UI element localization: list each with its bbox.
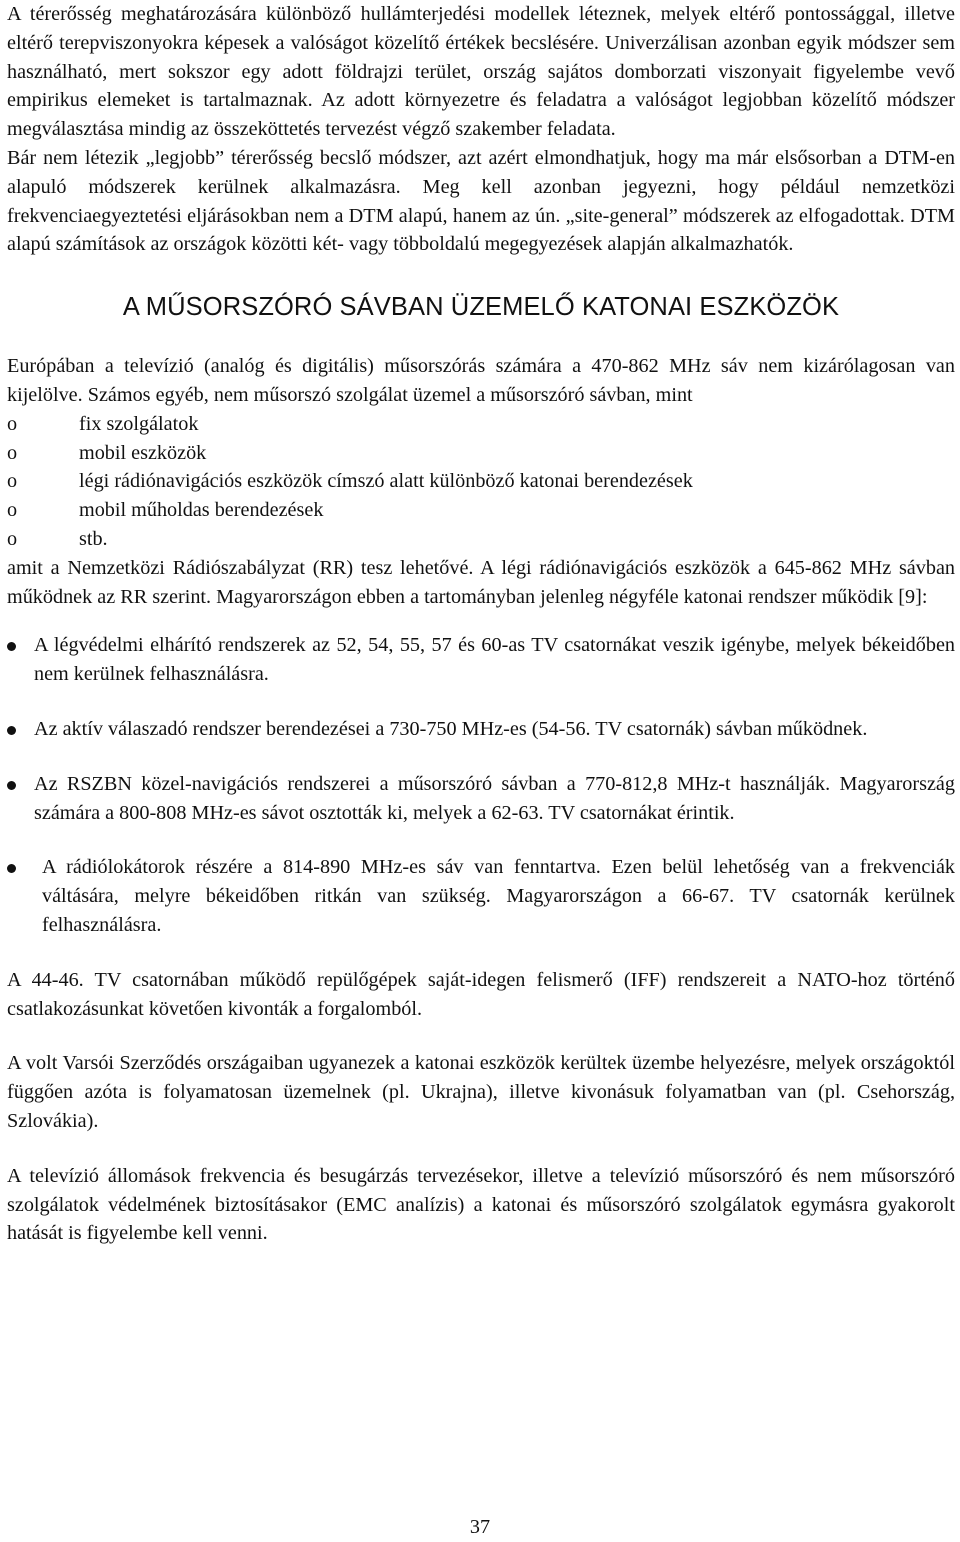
- paragraph-emc: A televízió állomások frekvencia és besugárzás tervezésekor, illetve a televízió műsorszóró és nem műsorszóró szolgálatok védelmének biztosításakor (EMC analízis) a katonai és műsorszóró szolgálatok egymásra gyakorolt hatását is figyelembe kell venni.: [7, 1164, 955, 1245]
- document-page: [7, 0, 955, 1248]
- list-item: [7, 631, 955, 689]
- list-marker: o: [7, 412, 18, 435]
- list-item: [7, 770, 955, 828]
- list-item-text: stb.: [79, 527, 108, 550]
- service-list: [7, 410, 955, 554]
- paragraph-iff: A 44-46. TV csatornában működő repülőgépek saját-idegen felismerő (IFF) rendszereit a NATO-hoz történő csatlakozásunkat követően kivonták a forgalomból.: [7, 968, 955, 1020]
- list-item-text: mobil műholdas berendezések: [79, 499, 324, 522]
- list-item-text: Az aktív válaszadó rendszer berendezései a 730-750 MHz-es (54-56. TV csatornák) sávban működnek.: [34, 717, 868, 740]
- list-marker: o: [7, 499, 18, 522]
- list-item-text: fix szolgálatok: [79, 412, 199, 435]
- paragraph-military-systems: amit a Nemzetközi Rádiószabályzat (RR) tesz lehetővé. A légi rádiónavigációs eszközök a 645-862 MHz sávban működnek az RR szerint. Magyarországon ebben a tartományban jelenleg négyféle katonai rendszer működik [9]:: [7, 556, 955, 608]
- paragraph-propagation-models: A térerősség meghatározására különböző hullámterjedési modellek léteznek, melyek eltérő pontossággal, illetve eltérő terepviszonyokra képesek a valóságot közelítő értékek becslésére. Univerzálisan azonban egyik módszer sem használható, mert sokszor egy adott földrajzi terület, ország sajátos domborzati viszonyait figyelembe vevő empirikus elemeket is tartalmaznak. Az adott környezetre és feladatra a valóságot legjobban közelítő módszer megválasztása mindig az összeköttetés tervezést végző szakember feladata.: [7, 3, 955, 141]
- bullet-icon: [7, 726, 16, 735]
- list-item: [7, 439, 955, 468]
- list-item: [7, 467, 955, 496]
- list-marker: o: [7, 470, 18, 493]
- list-marker: o: [7, 527, 18, 550]
- paragraph-warsaw-pact: A volt Varsói Szerződés országaiban ugyanezek a katonai eszközök kerültek üzembe helyezésre, melyek országoktól függően azóta is folyamatosan üzemelnek (pl. Ukrajna), illetve kivonásuk folyamatban van (pl. Csehország, Szlovákia).: [7, 1052, 955, 1132]
- bullet-icon: [7, 781, 16, 790]
- list-item-text: mobil eszközök: [79, 441, 207, 464]
- list-item-text: A légvédelmi elhárító rendszerek az 52, 54, 55, 57 és 60-as TV csatornákat veszik igénybe, melyek békeidőben nem kerülnek felhasználásra.: [34, 634, 955, 686]
- bullet-icon: [7, 642, 16, 651]
- list-item-text: A rádiólokátorok részére a 814-890 MHz-es sáv van fenntartva. Ezen belül lehetőség van a frekvenciák váltására, melyre békeidőben ritkán van szükség. Magyarországon a 66-67. TV csatornák kerülnek felhasználásra.: [42, 856, 955, 936]
- list-marker: o: [7, 441, 18, 464]
- list-item-text: légi rádiónavigációs eszközök címszó alatt különböző katonai berendezések: [79, 470, 693, 493]
- section-heading: A MŰSORSZÓRÓ SÁVBAN ÜZEMELŐ KATONAI ESZKÖZÖK: [122, 293, 840, 322]
- paragraph-broadcast-band: Európában a televízió (analóg és digitális) műsorszórás számára a 470-862 MHz sáv nem kizárólagosan van kijelölve. Számos egyéb, nem műsorszó szolgálat üzemel a műsorszóró sávban, mint: [7, 355, 955, 406]
- page-number: 37: [469, 1516, 491, 1538]
- list-item: [7, 496, 955, 525]
- list-item: [7, 525, 955, 554]
- bullet-icon: [7, 864, 16, 873]
- military-systems-list: [7, 631, 955, 939]
- list-item: [7, 410, 955, 439]
- list-item-text: Az RSZBN közel-navigációs rendszerei a műsorszóró sávban a 770-812,8 MHz-t használják. Magyarország számára a 800-808 MHz-es sávot osztották ki, melyek a 62-63. TV csatornákat érintik.: [34, 772, 955, 824]
- list-item: [7, 715, 955, 744]
- list-item: [7, 853, 955, 939]
- paragraph-dtm-methods: Bár nem létezik „legjobb” térerősség becslő módszer, azt azért elmondhatjuk, hogy ma már elsősorban a DTM-en alapuló módszerek kerülnek alkalmazásra. Meg kell azonban jegyezni, hogy például nemzetközi frekvenciaegyeztetési eljárásokban nem a DTM alapú, hanem az ún. „site-general” módszerek az elfogadottak. DTM alapú számítások az országok közötti két- vagy többoldalú megegyezések alapján alkalmazhatók.: [7, 146, 955, 256]
